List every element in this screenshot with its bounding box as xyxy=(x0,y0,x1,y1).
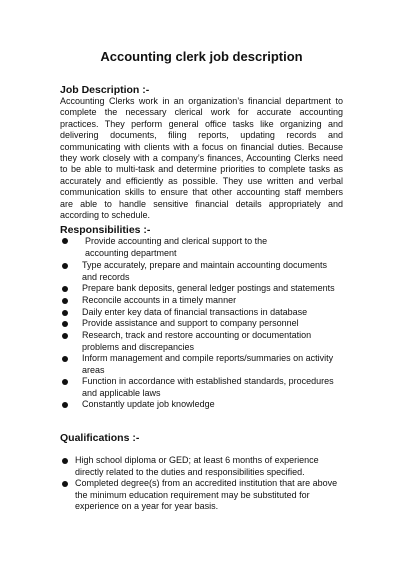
bullet-icon xyxy=(62,238,68,244)
document-title: Accounting clerk job description xyxy=(100,49,303,64)
qualification-text: High school diploma or GED; at least 6 months of experience directly related to the duties and responsibilities specified. xyxy=(75,455,319,477)
bullet-icon xyxy=(62,481,68,487)
bullet-icon xyxy=(62,263,68,269)
job-description-heading: Job Description :- xyxy=(60,84,150,96)
bullet-icon xyxy=(62,298,68,304)
qualification-text: Completed degree(s) from an accredited institution that are above the minimum education requirement may be substituted for experience on a year for year basis. xyxy=(75,478,338,512)
responsibility-text: Inform management and compile reports/summaries on activity areas xyxy=(82,353,334,375)
bullet-icon xyxy=(62,379,68,385)
responsibility-text: Constantly update job knowledge xyxy=(82,399,215,409)
responsibility-text: Prepare bank deposits, general ledger postings and statements xyxy=(82,283,335,293)
bullet-icon xyxy=(62,286,68,292)
bullet-icon xyxy=(62,356,68,362)
bullet-icon xyxy=(62,458,68,464)
bullet-icon xyxy=(62,310,68,316)
responsibility-text: Daily enter key data of financial transactions in database xyxy=(82,307,308,317)
responsibility-text: Function in accordance with established standards, procedures and applicable laws xyxy=(82,376,334,398)
bullet-icon xyxy=(62,402,68,408)
responsibility-text: Type accurately, prepare and maintain accounting documents and records xyxy=(82,260,327,282)
responsibility-text: Research, track and restore accounting or documentation problems and discrepancies xyxy=(82,330,312,352)
responsibility-text: Provide accounting and clerical support to the accounting department xyxy=(85,236,268,258)
qualifications-heading: Qualifications :- xyxy=(60,432,140,444)
job-description-text: Accounting Clerks work in an organization’s financial department to complete the necessary clerical work for accurate accounting practices. They perform general office tasks like organizing and delivering documents, filing reports, updating records and communicating with clients with a focus on financial duties. Because they work closely with a company’s finances, Accounting Clerks need to be able to multi-task and determine priorities to complete tasks as accurately and efficiently as possible. They use written and verbal communication skills to ensure that other accounting staff members are able to handle sensitive financial details appropriately and according to schedule. xyxy=(60,96,343,221)
bullet-icon xyxy=(62,333,68,339)
responsibility-text: Provide assistance and support to company personnel xyxy=(82,318,299,328)
bullet-icon xyxy=(62,321,68,327)
responsibility-text: Reconcile accounts in a timely manner xyxy=(82,295,237,305)
responsibilities-heading: Responsibilities :- xyxy=(60,224,151,236)
